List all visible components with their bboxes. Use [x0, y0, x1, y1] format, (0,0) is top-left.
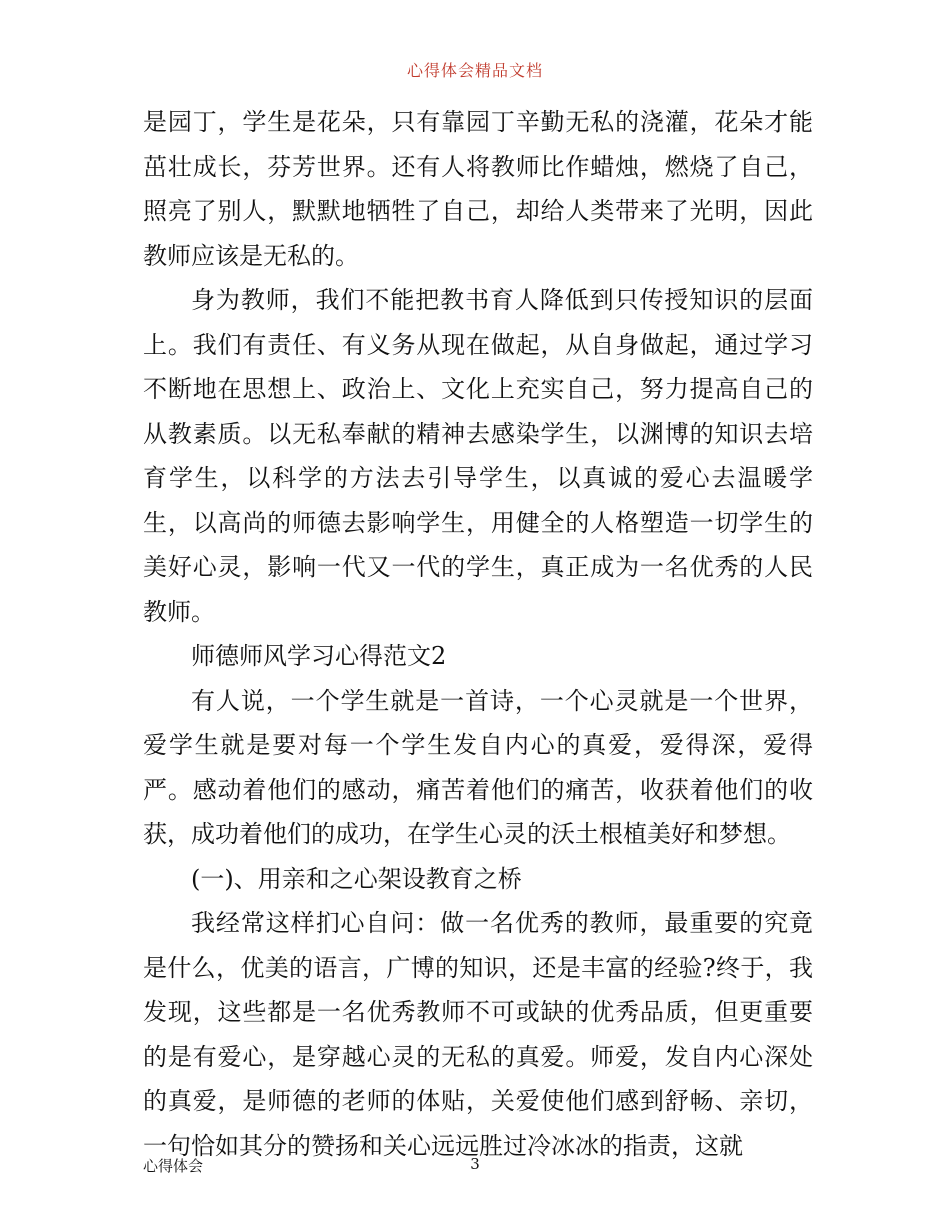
page-header-title: 心得体会精品文档 [406, 61, 543, 80]
paragraph: 我经常这样扪心自问：做一名优秀的教师，最重要的究竟是什么，优美的语言，广博的知识，还是丰富的经验?终于，我发现，这些都是一名优秀教师不可或缺的优秀品质，但更重要的是有爱心，是穿越心灵的无私的真爱。师爱，发自内心深处的真爱，是师德的老师的体贴，关爱使他们感到舒畅、亲切，一句恰如其分的赞扬和关心远远胜过冷冰冰的指责，这就 [143, 909, 813, 1160]
section-heading: 师德师风学习心得范文2 [191, 642, 447, 670]
subsection-heading: (一)、用亲和之心架设教育之桥 [191, 864, 522, 893]
page-number: 3 [470, 1155, 480, 1173]
document-body [143, 100, 813, 1168]
paragraph: 有人说，一个学生就是一首诗，一个心灵就是一个世界，爱学生就是要对每一个学生发自内心的真爱，爱得深，爱得严。感动着他们的感动，痛苦着他们的痛苦，收获着他们的收获，成功着他们的成功，在学生心灵的沃土根植美好和梦想。 [143, 686, 813, 848]
paragraph: 身为教师，我们不能把教书育人降低到只传授知识的层面上。我们有责任、有义务从现在做起，从自身做起，通过学习不断地在思想上、政治上、文化上充实自己，努力提高自己的从教素质。以无私奉献的精神去感染学生，以渊博的知识去培育学生，以科学的方法去引导学生，以真诚的爱心去温暖学生，以高尚的师德去影响学生，用健全的人格塑造一切学生的美好心灵，影响一代又一代的学生，真正成为一名优秀的人民教师。 [143, 286, 813, 626]
footer-label: 心得体会 [143, 1157, 204, 1175]
paragraph-continued: 是园丁，学生是花朵，只有靠园丁辛勤无私的浇灌，花朵才能茁壮成长，芬芳世界。还有人将教师比作蜡烛，燃烧了自己，照亮了别人，默默地牺牲了自己，却给人类带来了光明，因此教师应该是无私的。 [143, 108, 813, 270]
